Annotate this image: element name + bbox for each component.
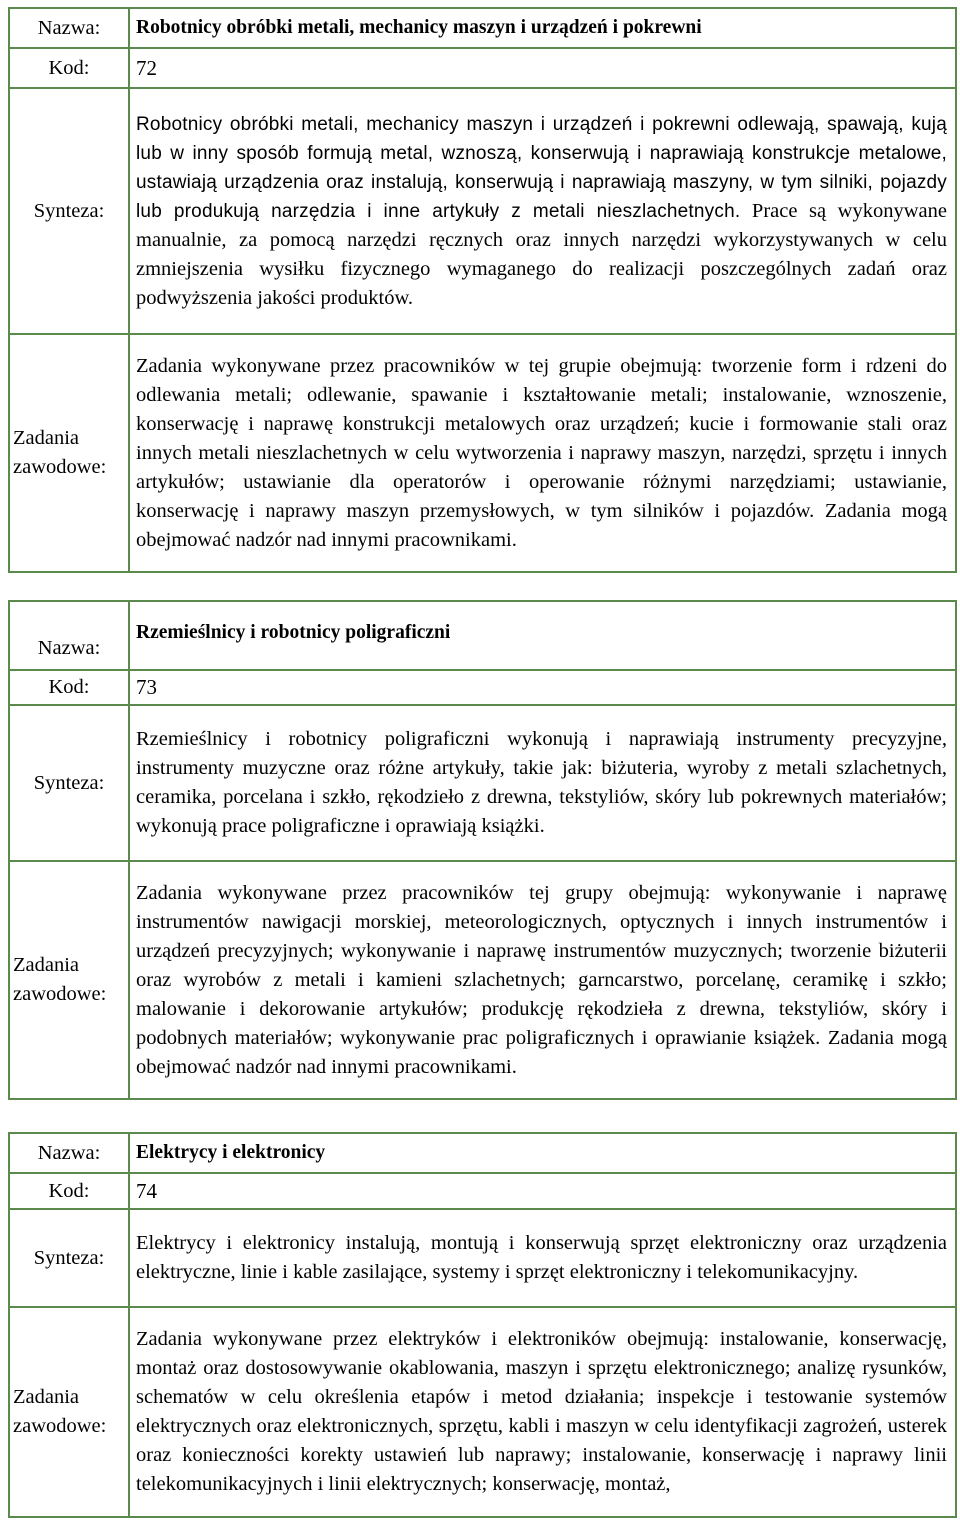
- occupation-code: 73: [129, 670, 956, 705]
- occupation-code: 72: [129, 48, 956, 88]
- synteza-label: Synteza:: [9, 88, 129, 334]
- nazwa-label: Nazwa:: [9, 8, 129, 48]
- kod-label: Kod:: [9, 1173, 129, 1209]
- synteza-label: Synteza:: [9, 1209, 129, 1307]
- occupation-name: Robotnicy obróbki metali, mechanicy maszyn i urządzeń i pokrewni: [129, 8, 956, 48]
- synteza-text: Elektrycy i elektronicy instalują, montują i konserwują sprzęt elektroniczny oraz urządzenia elektryczne, linie i kable zasilające, systemy i sprzęt elektroniczny i telekomunikacyjny.: [129, 1209, 956, 1307]
- occupation-code: 74: [129, 1173, 956, 1209]
- zadania-text: Zadania wykonywane przez pracowników tej grupy obejmują: wykonywanie i naprawę instrumentów nawigacji morskiej, meteorologicznych, optycznych i innych instrumentów i urządzeń precyzyjnych; wykonywanie i naprawę instrumentów muzycznych; tworzenie biżuterii oraz wyrobów z metali i kamieni szlachetnych; garncarstwo, porcelanę, ceramikę i szkło; malowanie i dekorowanie artykułów; produkcję rękodzieła z drewna, tekstyliów, skóry i podobnych materiałów; wykonywanie prac poligraficznych i oprawianie książek. Zadania mogą obejmować nadzór nad innymi pracownikami.: [129, 861, 956, 1099]
- occupation-table-72: [8, 7, 957, 573]
- occupation-name: Elektrycy i elektronicy: [129, 1133, 956, 1173]
- occupation-table-73: [8, 600, 957, 1100]
- zadania-text: Zadania wykonywane przez pracowników w tej grupie obejmują: tworzenie form i rdzeni do odlewania metali; odlewanie, spawanie i kształtowanie metali; instalowanie, wznoszenie, konserwację i naprawę konstrukcji metalowych oraz urządzeń; kucie i formowanie stali oraz innych metali nieszlachetnych w celu wytworzenia i naprawy maszyn, narzędzi, sprzętu i innych artykułów; ustawianie dla operatorów i operowanie różnymi narzędziami; ustawianie, konserwację i naprawy maszyn przemysłowych, w tym silników i pojazdów. Zadania mogą obejmować nadzór nad innymi pracownikami.: [129, 334, 956, 572]
- occupation-table-74: [8, 1132, 957, 1518]
- zadania-label: Zadania zawodowe:: [9, 861, 129, 1099]
- zadania-text: Zadania wykonywane przez elektryków i elektroników obejmują: instalowanie, konserwację, montaż oraz dostosowywanie okablowania, maszyn i sprzętu elektronicznego; analizę rysunków, schematów w celu określenia etapów i metod działania; inspekcje i testowanie systemów elektrycznych oraz elektronicznych, sprzętu, kabli i maszyn w celu identyfikacji zagrożeń, usterek oraz konieczności korekty ustawień lub naprawy; instalowanie, konserwację i naprawy linii telekomunikacyjnych i linii elektrycznych; konserwację, montaż,: [129, 1307, 956, 1517]
- kod-label: Kod:: [9, 670, 129, 705]
- synteza-text-part-1: Robotnicy obróbki metali, mechanicy maszyn i urządzeń i pokrewni odlewają, spawają, kują lub w inny sposób formują metal, wznoszą, konserwują i naprawiają konstrukcje metalowe, ustawiają urządzenia oraz instalują, konserwują i naprawiają maszyny, w tym silniki, pojazdy lub produkują narzędzia i inne artykuły z metali nieszlachetnych.: [136, 113, 947, 222]
- synteza-label: Synteza:: [9, 705, 129, 861]
- synteza-text: [129, 88, 956, 334]
- occupation-name: Rzemieślnicy i robotnicy poligraficzni: [129, 601, 956, 670]
- kod-label: Kod:: [9, 48, 129, 88]
- synteza-text-part-2: Prace są wykonywane manualnie, za pomocą narzędzi ręcznych oraz innych narzędzi wykorzystywanych w celu zmniejszenia wysiłku fizycznego wymaganego do realizacji poszczególnych zadań oraz podwyższenia jakości produktów.: [136, 199, 947, 309]
- zadania-label: Zadania zawodowe:: [9, 334, 129, 572]
- zadania-label: Zadania zawodowe:: [9, 1307, 129, 1517]
- synteza-text: Rzemieślnicy i robotnicy poligraficzni wykonują i naprawiają instrumenty precyzyjne, instrumenty muzyczne oraz różne artykuły, takie jak: biżuteria, wyroby z metali szlachetnych, ceramika, porcelana i szkło, rękodzieło z drewna, tekstyliów, skóry lub pokrewnych materiałów; wykonują prace poligraficzne i oprawiają książki.: [129, 705, 956, 861]
- nazwa-label: Nazwa:: [9, 601, 129, 670]
- nazwa-label: Nazwa:: [9, 1133, 129, 1173]
